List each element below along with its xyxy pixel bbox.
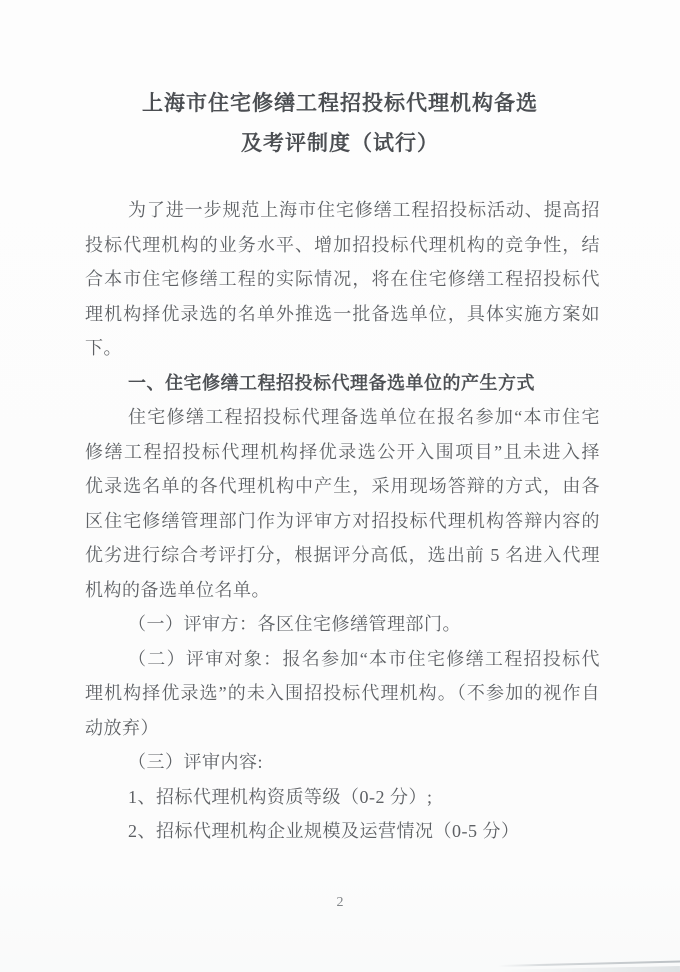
text-line: 下。 [85,338,122,358]
list-item: （三）评审内容: [128,752,264,772]
text-line: 区住宅修缮管理部门作为评审方对招投标代理机构答辩内容的 [85,510,600,531]
text-line: 合本市住宅修缮工程的实际情况，将在住宅修缮工程招投标代 [85,269,600,289]
text-line: 住宅修缮工程招投标代理备选单位在报名参加“本市住宅 [128,407,600,427]
document-title-line: 上海市住宅修缮工程招投标代理机构备选 [142,92,538,115]
document-title-line: 及考评制度（试行） [241,132,439,155]
list-item: （二）评审对象：报名参加“本市住宅修缮工程招投标代 [128,648,600,669]
text-line: 理机构择优录选的名单外推选一批备选单位，具体实施方案如 [85,303,600,324]
text-line: 修缮工程招投标代理机构择优录选公开入围项目”且未进入择 [85,441,600,462]
text-line: 机构的备选单位名单。 [85,579,270,600]
text-line: 优录选名单的各代理机构中产生，采用现场答辩的方式，由各 [85,476,600,496]
section-heading: 一、住宅修缮工程招投标代理备选单位的产生方式 [128,372,535,393]
scan-corner-shade-artifact [500,966,680,972]
list-item: （一）评审方：各区住宅修缮管理部门。 [128,614,461,634]
text-line: 投标代理机构的业务水平、增加招投标代理机构的竞争性，结 [85,234,600,255]
text-line: 优劣进行综合考评打分，根据评分高低，选出前 5 名进入代理 [85,545,600,565]
text-line: 动放弃） [85,717,159,738]
list-item: 1、招标代理机构资质等级（0-2 分）; [128,786,433,807]
text-line: 理机构择优录选”的未入围招投标代理机构。（不参加的视作自 [85,683,600,703]
document-title [0,84,680,164]
text-line: 为了进一步规范上海市住宅修缮工程招投标活动、提高招 [128,200,600,220]
list-item: 2、招标代理机构企业规模及运营情况（0-5 分） [128,821,520,841]
page-number: 2 [336,895,344,910]
document-body [85,193,600,849]
